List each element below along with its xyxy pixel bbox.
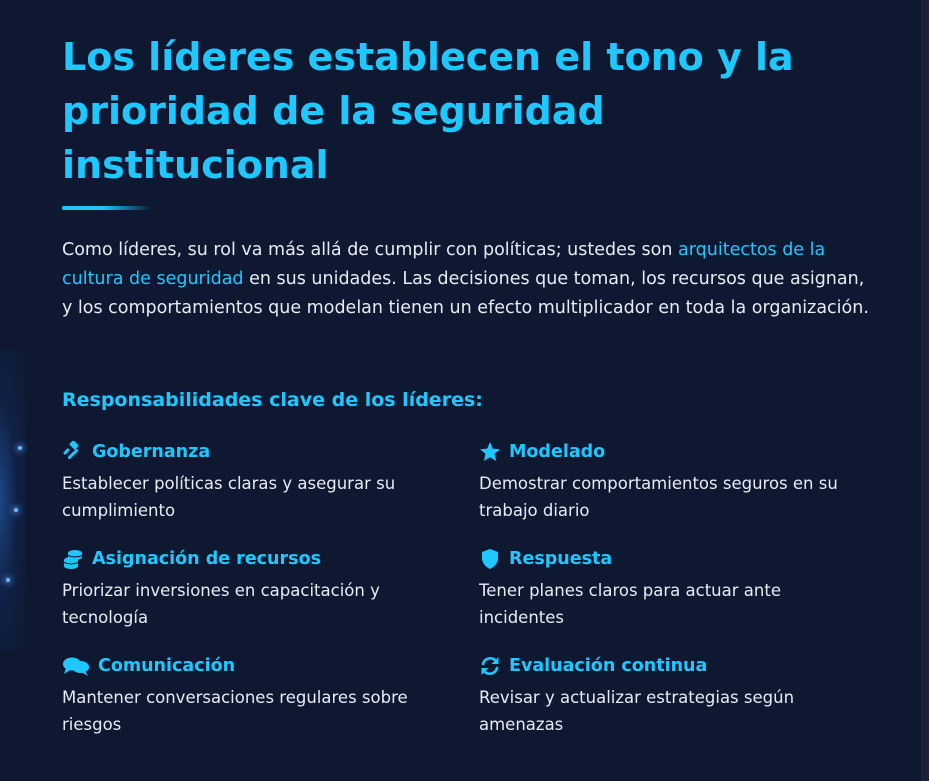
network-node: [14, 508, 18, 512]
shield-icon: [479, 548, 503, 570]
responsibility-evaluation: [479, 652, 839, 738]
responsibility-resources: [62, 545, 422, 631]
item-header: [479, 438, 839, 466]
responsibility-modeling: [479, 438, 839, 524]
item-title: Respuesta: [509, 549, 613, 569]
item-description: Revisar y actualizar estrategias según amenazas: [479, 688, 795, 734]
responsibility-response: [479, 545, 839, 631]
item-description: Priorizar inversiones en capacitación y tecnología: [62, 581, 380, 627]
item-header: [479, 652, 839, 680]
gavel-icon: [62, 441, 86, 463]
coins-icon: [62, 548, 86, 570]
intro-text-start: Como líderes, su rol va más allá de cumplir con políticas; ustedes son: [62, 240, 679, 260]
responsibility-communication: [62, 652, 422, 738]
star-icon: [479, 441, 503, 463]
item-description: Establecer políticas claras y asegurar su cumplimiento: [62, 474, 396, 520]
background-network-art: [0, 350, 26, 650]
item-title: Evaluación continua: [509, 656, 708, 676]
item-title: Comunicación: [98, 656, 236, 676]
sync-icon: [479, 655, 503, 677]
right-edge-panel: [921, 0, 929, 781]
item-description: Tener planes claros para actuar ante incidentes: [479, 581, 781, 627]
section-title: Responsabilidades clave de los líderes:: [62, 389, 483, 411]
network-node: [6, 578, 10, 582]
page-title: Los líderes establecen el tono y la prioridad de la seguridad institucional: [62, 35, 794, 187]
item-header: [62, 652, 422, 680]
title-divider: [62, 206, 152, 210]
intro-text-end: en sus unidades. Las decisiones que toman, los recursos que asignan, y los comportamientos que modelan tienen un efecto multiplicador en toda la organización.: [62, 269, 869, 318]
network-node: [18, 446, 22, 450]
item-header: [479, 545, 839, 573]
item-title: Asignación de recursos: [92, 549, 322, 569]
item-title: Modelado: [509, 442, 606, 462]
item-description: Demostrar comportamientos seguros en su trabajo diario: [479, 474, 838, 520]
comments-icon: [62, 655, 92, 677]
item-header: [62, 438, 422, 466]
intro-highlight: arquitectos de la cultura de seguridad: [62, 240, 826, 289]
item-header: [62, 545, 422, 573]
item-description: Mantener conversaciones regulares sobre riesgos: [62, 688, 408, 734]
responsibility-governance: [62, 438, 422, 524]
item-title: Gobernanza: [92, 442, 211, 462]
intro-paragraph: [62, 236, 872, 323]
